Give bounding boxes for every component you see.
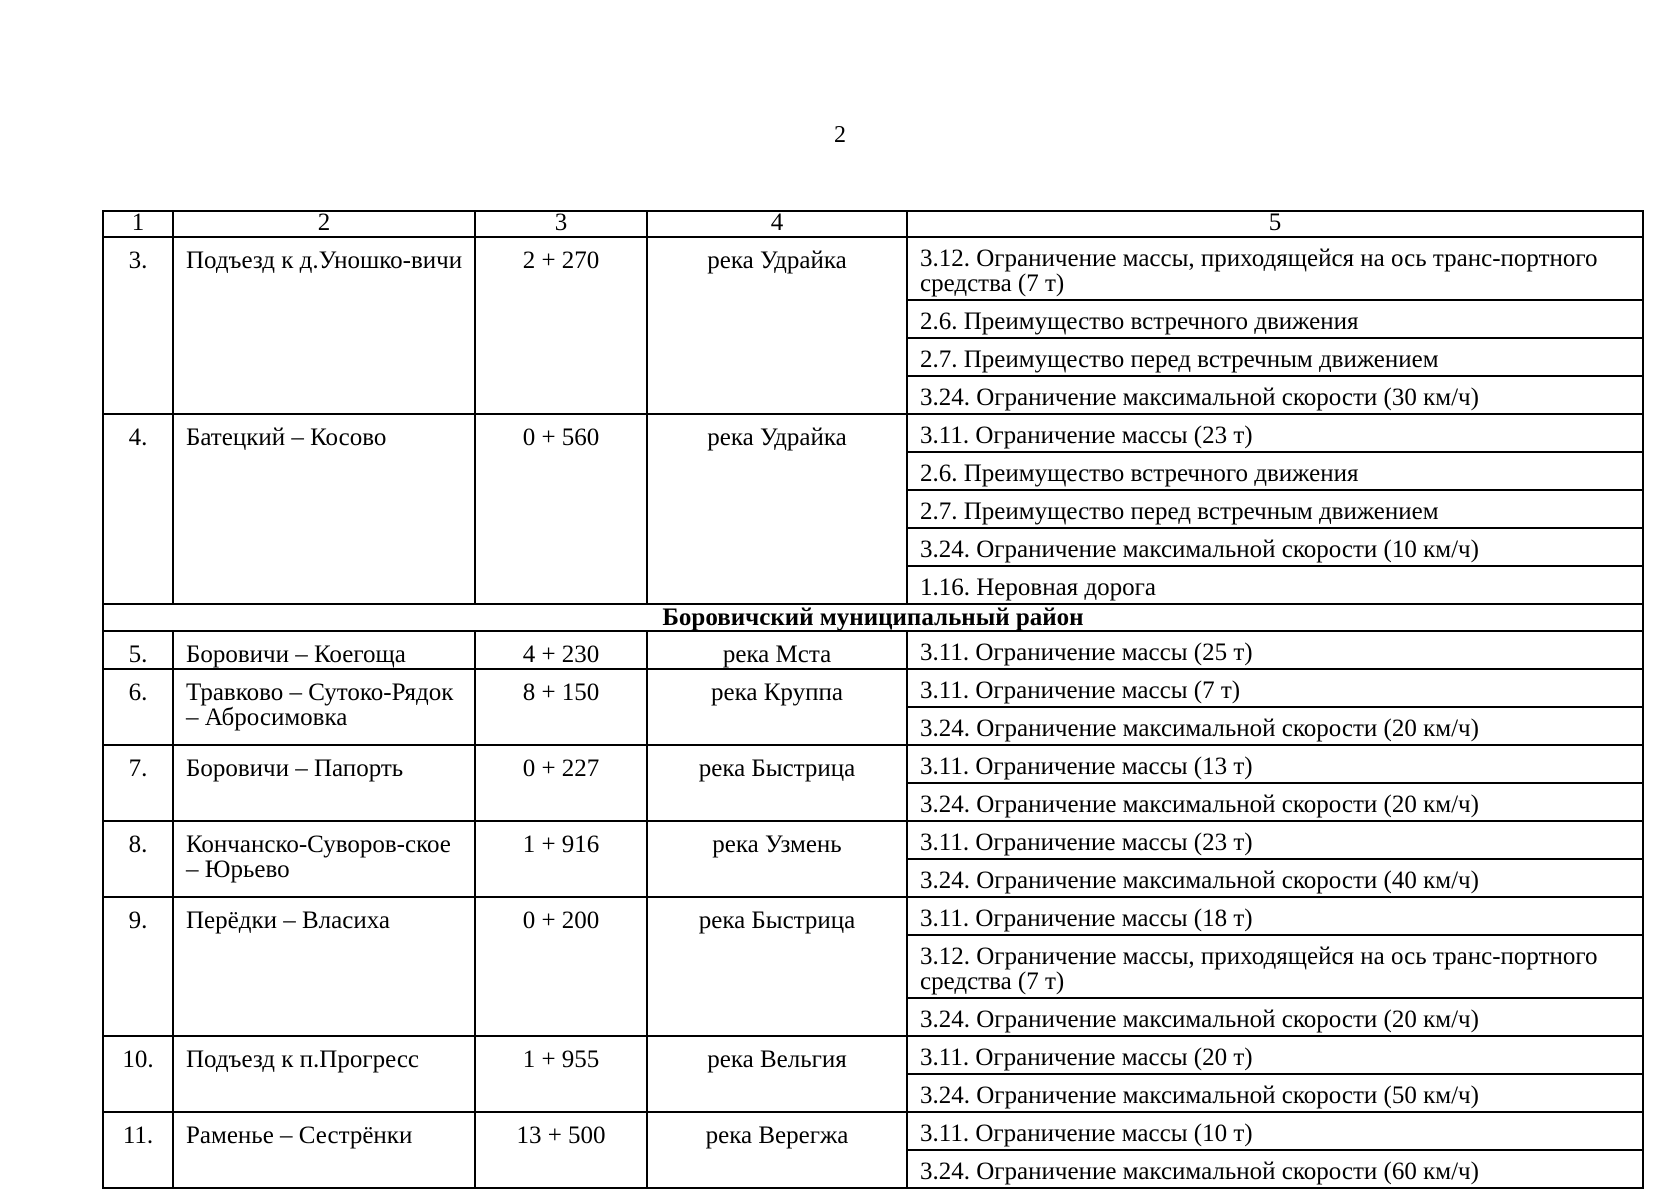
road-sign-item: 2.6. Преимущество встречного движения: [908, 451, 1642, 489]
column-number-1: 1: [103, 211, 173, 237]
obstacle-name: река Быстрица: [647, 897, 907, 1036]
row-number: 4.: [103, 414, 173, 604]
road-sign-item: 3.24. Ограничение максимальной скорости (60 км/ч): [908, 1149, 1642, 1187]
road-sign-item: 3.24. Ограничение максимальной скорости (20 км/ч): [908, 782, 1642, 820]
obstacle-name: река Мста: [647, 631, 907, 669]
column-number-5: 5: [907, 211, 1643, 237]
road-name: Боровичи – Коегоща: [173, 631, 475, 669]
column-number-4: 4: [647, 211, 907, 237]
page-number: 2: [834, 122, 846, 148]
obstacle-name: река Круппа: [647, 669, 907, 745]
bridge-location-km: 2 + 270: [475, 237, 647, 414]
row-number: 6.: [103, 669, 173, 745]
table-row: [103, 897, 1643, 1036]
section-title: Боровичский муниципальный район: [103, 604, 1643, 631]
row-number: 3.: [103, 237, 173, 414]
road-signs-cell: [907, 821, 1643, 897]
row-number: 8.: [103, 821, 173, 897]
row-number: 10.: [103, 1036, 173, 1112]
bridges-table: [102, 210, 1644, 1189]
road-sign-item: 3.24. Ограничение максимальной скорости (30 км/ч): [908, 375, 1642, 413]
road-sign-item: 3.11. Ограничение массы (20 т): [920, 1044, 1253, 1071]
table-row: [103, 821, 1643, 897]
obstacle-name: река Узмень: [647, 821, 907, 897]
row-number: 7.: [103, 745, 173, 821]
road-name: Перёдки – Власиха: [173, 897, 475, 1036]
road-sign-item: 1.16. Неровная дорога: [908, 565, 1642, 603]
table-row: [103, 669, 1643, 745]
road-sign-item: 3.11. Ограничение массы (7 т): [920, 677, 1241, 704]
road-sign-item: 3.11. Ограничение массы (25 т): [920, 639, 1253, 666]
road-sign-item: 3.12. Ограничение массы, приходящейся на ось транс-портного средства (7 т): [920, 245, 1598, 297]
road-signs-cell: [907, 745, 1643, 821]
road-name: Раменье – Сестрёнки: [173, 1112, 475, 1188]
road-sign-item: 3.11. Ограничение массы (13 т): [920, 753, 1253, 780]
road-sign-item: 3.11. Ограничение массы (10 т): [920, 1120, 1253, 1147]
road-sign-item: 3.11. Ограничение массы (23 т): [920, 422, 1253, 449]
road-signs-cell: [907, 669, 1643, 745]
table-row: [103, 745, 1643, 821]
section-row: [103, 604, 1643, 631]
row-number: 9.: [103, 897, 173, 1036]
bridge-location-km: 8 + 150: [475, 669, 647, 745]
table-header-row: [103, 211, 1643, 237]
road-sign-item: 3.24. Ограничение максимальной скорости (40 км/ч): [908, 858, 1642, 896]
road-signs-cell: [907, 897, 1643, 1036]
road-sign-item: 2.7. Преимущество перед встречным движением: [908, 337, 1642, 375]
bridge-location-km: 1 + 955: [475, 1036, 647, 1112]
road-sign-item: 3.11. Ограничение массы (18 т): [920, 905, 1253, 932]
table-row: [103, 237, 1643, 414]
road-sign-item: 2.6. Преимущество встречного движения: [908, 299, 1642, 337]
road-sign-item: 3.24. Ограничение максимальной скорости (50 км/ч): [908, 1073, 1642, 1111]
road-signs-cell: [907, 631, 1643, 669]
road-name: Кончанско-Суворов-ское – Юрьево: [173, 821, 475, 897]
road-sign-item: 3.24. Ограничение максимальной скорости (20 км/ч): [908, 706, 1642, 744]
bridge-location-km: 0 + 560: [475, 414, 647, 604]
road-sign-item: 3.11. Ограничение массы (23 т): [920, 829, 1253, 856]
bridge-location-km: 0 + 200: [475, 897, 647, 1036]
road-sign-item: 3.24. Ограничение максимальной скорости (10 км/ч): [908, 527, 1642, 565]
road-signs-cell: [907, 237, 1643, 414]
road-signs-cell: [907, 414, 1643, 604]
bridge-location-km: 0 + 227: [475, 745, 647, 821]
road-signs-cell: [907, 1112, 1643, 1188]
row-number: 11.: [103, 1112, 173, 1188]
obstacle-name: река Вельгия: [647, 1036, 907, 1112]
road-name: Боровичи – Папорть: [173, 745, 475, 821]
column-number-2: 2: [173, 211, 475, 237]
road-sign-item: 3.24. Ограничение максимальной скорости (20 км/ч): [908, 997, 1642, 1035]
obstacle-name: река Быстрица: [647, 745, 907, 821]
table-row: [103, 631, 1643, 669]
column-number-3: 3: [475, 211, 647, 237]
bridge-location-km: 13 + 500: [475, 1112, 647, 1188]
obstacle-name: река Удрайка: [647, 414, 907, 604]
road-signs-cell: [907, 1036, 1643, 1112]
road-name: Подъезд к д.Уношко-вичи: [173, 237, 475, 414]
table-row: [103, 1036, 1643, 1112]
table-row: [103, 1112, 1643, 1188]
table-row: [103, 414, 1643, 604]
road-sign-item: 3.12. Ограничение массы, приходящейся на ось транс-портного средства (7 т): [908, 934, 1642, 997]
road-sign-item: 2.7. Преимущество перед встречным движением: [908, 489, 1642, 527]
road-name: Подъезд к п.Прогресс: [173, 1036, 475, 1112]
road-name: Травково – Сутоко-Рядок – Абросимовка: [173, 669, 475, 745]
bridge-location-km: 1 + 916: [475, 821, 647, 897]
obstacle-name: река Верегжа: [647, 1112, 907, 1188]
row-number: 5.: [103, 631, 173, 669]
bridge-location-km: 4 + 230: [475, 631, 647, 669]
road-name: Батецкий – Косово: [173, 414, 475, 604]
obstacle-name: река Удрайка: [647, 237, 907, 414]
